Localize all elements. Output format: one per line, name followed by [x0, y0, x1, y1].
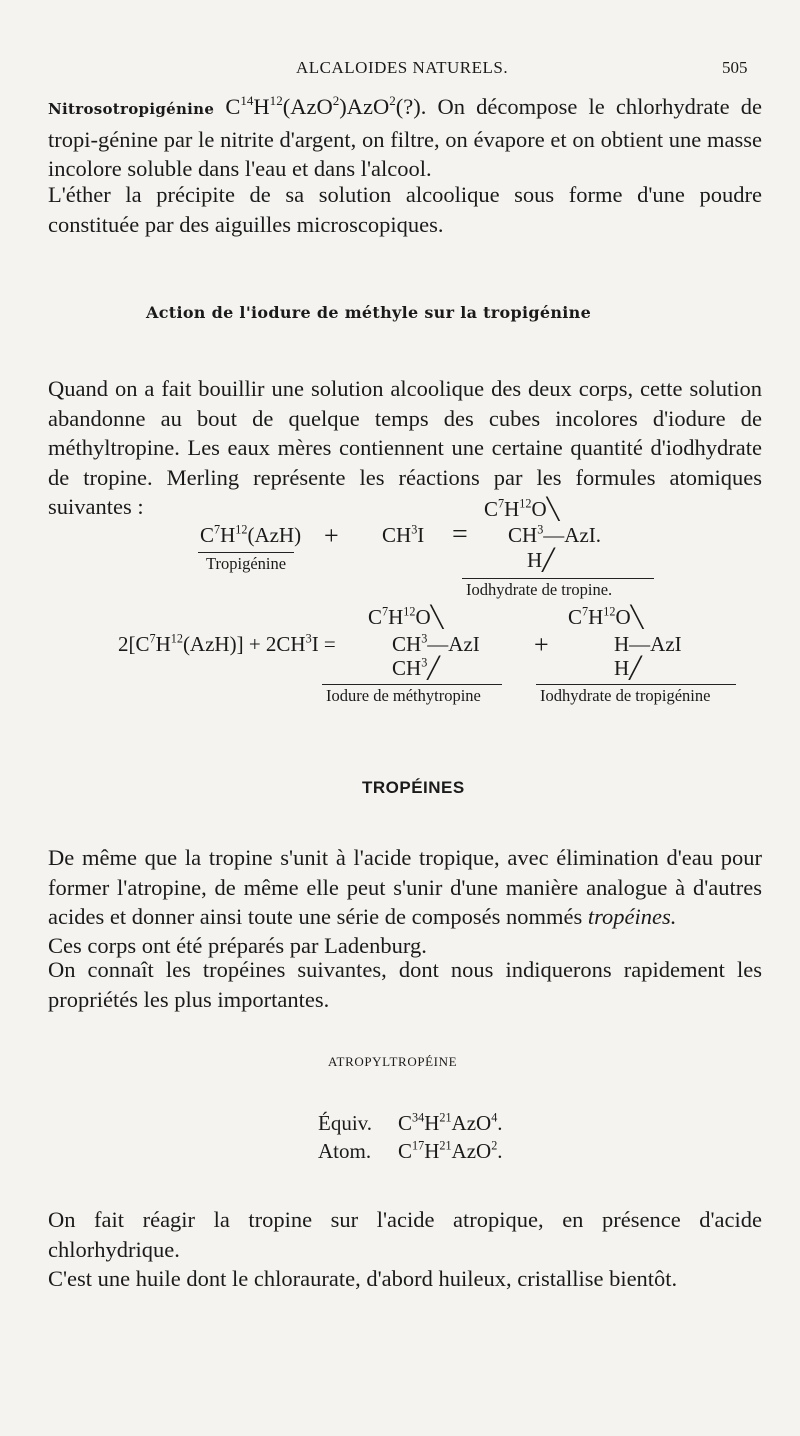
action-paragraph: Quand on a fait bouillir une solution alcoolique des deux corps, cette solution abandonne au bout de quelque temps des cubes incolores d'iodure de méthyltropine. Les eaux mères contiennent une certaine quantité d'iodhydrate de tropine. Merling représente les réactions par les formules atomiques suivantes : [48, 376, 762, 519]
underbrace-iodhydrate-tropigenine [536, 684, 736, 685]
atropyl-paragraph-1: On fait réagir la tropine sur l'acide atropique, en présence d'acide chlorhydrique. [48, 1207, 762, 1262]
section-title-tropeines: TROPÉINES [362, 778, 465, 797]
caption-iodhydrate-tropigenine: Iodhydrate de tropigénine [540, 686, 711, 705]
caption-iodure-methytropine: Iodure de méthytropine [326, 686, 481, 705]
atropyl-equiv-label: Équiv. [318, 1111, 373, 1135]
nitroso-heading: Nitrosotropigénine [48, 100, 215, 118]
reaction1-product-mid: $CH^3—AzI$. [508, 522, 602, 547]
nitroso-paragraph [48, 92, 762, 184]
reaction1-reactant-1: $C^7H^{12}(AzH)$ [200, 522, 302, 547]
caption-iodhydrate-tropine: Iodhydrate de tropine. [466, 580, 613, 599]
atropyl-equiv-formula: $C^{34}H^{21}AzO^4$. [398, 1110, 503, 1135]
reaction2-product2-bottom: H╱ [614, 656, 642, 680]
tropeines-italic-term: tropéines. [587, 904, 677, 929]
reaction1-plus: + [324, 521, 339, 550]
nitroso-text-rest: génine par le nitrite d'argent, on filtre, on évapore et on obtient une masse incolore soluble dans l'eau et dans l'alcool. [48, 126, 762, 181]
underbrace-tropigenine [198, 552, 294, 553]
tropeines-paragraph-1: De même que la tropine s'unit à l'acide tropique, avec élimination d'eau pour former l'atropine, de même elle peut s'unir d'une manière analogue à d'autres acides et donner ainsi toute une série de composés nommés tropéines. [48, 845, 762, 929]
nitroso-paragraph-2: L'éther la précipite de sa solution alcoolique sous forme d'une poudre constituée par des aiguilles microscopiques. [48, 182, 762, 237]
underbrace-iodhydrate-tropine [462, 578, 654, 579]
tropeines-paragraph-2: Ces corps ont été préparés par Ladenburg. [48, 933, 427, 958]
reaction2-reactant: $2[C^7H^{12}(AzH)] + 2CH^3I$ = [118, 631, 336, 656]
reaction2-product1-mid: $CH^3—AzI$ [392, 631, 480, 656]
reaction1-product-bottom: H╱ [527, 548, 555, 572]
underbrace-iodure-methytropine [322, 684, 502, 685]
nitroso-text-line1: On décompose le chlorhydrate de tropi- [48, 94, 763, 152]
section-title-action: Action de l'iodure de méthyle sur la tropigénine [146, 303, 592, 322]
reaction1-equals: = [452, 519, 468, 550]
subsection-title-atropyltropeine: ATROPYLTROPÉINE [328, 1054, 458, 1069]
reaction2-product1-top: $C^7H^{12}O╲$ [368, 604, 444, 629]
atropyl-atom-label: Atom. [318, 1139, 372, 1163]
reaction2-product2-mid: H—AzI [614, 632, 682, 656]
caption-tropigenine: Tropigénine [206, 554, 287, 573]
atropyl-paragraph-2: C'est une huile dont le chloraurate, d'abord huileux, cristallise bientôt. [48, 1266, 678, 1291]
reaction1-product-top: $C^7H^{12}O╲$ [484, 496, 560, 521]
reaction2-product1-bottom: $CH^3╱$ [392, 655, 440, 680]
tropeines-paragraph-3: On connaît les tropéines suivantes, dont nous indiquerons rapidement les propriétés les plus importantes. [48, 957, 762, 1012]
nitroso-formula: $C^{14}H^{12}(AzO^2)AzO^2(?)$. [225, 92, 427, 119]
page-number: 505 [722, 58, 748, 77]
reaction2-plus: + [534, 630, 549, 659]
reaction1-reactant-2: $CH^3I$ [382, 522, 425, 547]
running-header-title: ALCALOIDES NATURELS. [296, 58, 509, 77]
reaction2-product2-top: $C^7H^{12}O╲$ [568, 604, 644, 629]
atropyl-atom-formula: $C^{17}H^{21}AzO^2$. [398, 1138, 503, 1163]
